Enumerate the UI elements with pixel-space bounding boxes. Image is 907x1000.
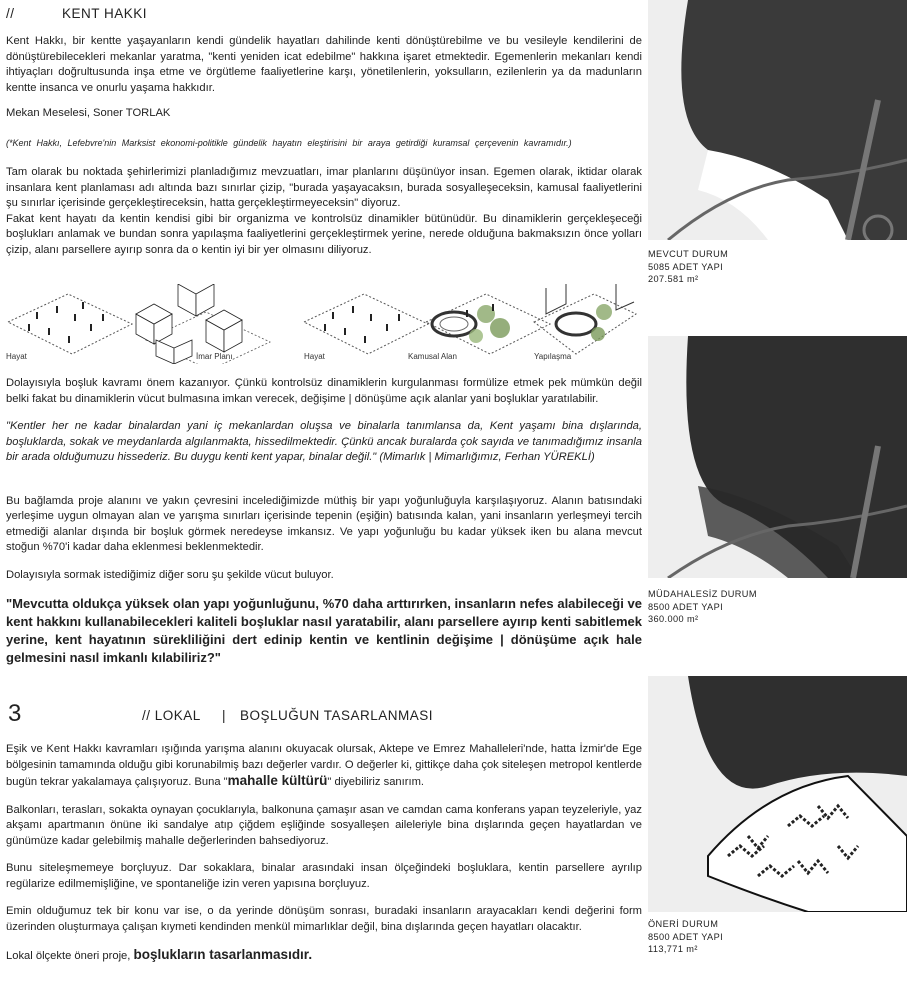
diagram-label-3: Hayat <box>304 352 325 361</box>
section1-paragraph-3: Fakat kent hayatı da kentin kendisi gibi bir organizma ve kontrolsüz dinamikler bütünüdür. Bu dinamiklerin gerçekleşeceği boşlukları anlamak ve bundan sonra yapılaşma faaliyetlerini gerçekleştirmek yerine, nerede olduğuna bakmaksızın önce yolları çizip, alanı parsellere ayırıp sonra da o kentin iyi bir yer olmasını diliyoruz. <box>6 212 642 256</box>
diagram-panel-hayat-1 <box>8 294 132 354</box>
map-2-title: MÜDAHALESİZ DURUM <box>648 589 757 599</box>
section3-paragraph-4: Emin olduğumuz tek bir konu var ise, o da yerinde dönüşüm sonrası, buradaki insanların arayacakları kendi değerini form üzerinden oluşturmaya çalışan kıymeti kendinden menkül mimarlıklar değil, bina dışlarında geçen hayatları olacaktır. <box>6 905 642 933</box>
map-2-count: 8500 ADET YAPI <box>648 601 724 612</box>
diagram-label-5: Yapılaşma <box>534 352 572 361</box>
section3-bosluklarin-tasarlanmasi: boşlukların tasarlanmasıdır. <box>133 947 313 962</box>
section1-slashes: // <box>6 6 15 21</box>
section2-paragraph: Dolayısıyla boşluk kavramı önem kazanıyor. Çünkü kontrolsüz dinamiklerin kurgulanması formülize etmek pek mümkün değil belki fakat bu dinamiklerin vücut bulmasına imkan verecek, değişime | dönüşüme açık alanlar yani boşluklar yaratılabilir. <box>6 377 642 405</box>
section3-paragraph-5a: Lokal ölçekte öneri proje, <box>6 950 134 962</box>
section2-big-question: "Mevcutta oldukça yüksek olan yapı yoğunluğunu, %70 daha arttırırken, insanların nefes alabileceği ve kent hakkını kullanabilecekleri kaliteli boşluklar nasıl yaratabilir, alanı parsellere ayırıp kenti sabitlemek yerine, kent hayatının sürekliliğini dert edinip kentin ve kentlinin değişime | dönüşüme açık hale gelmesini nasıl imkanlı kılabiliriz?" <box>6 596 642 665</box>
map-oneri-svg <box>648 676 907 912</box>
section3-title-right: BOŞLUĞUN TASARLANMASI <box>240 708 434 723</box>
section3-paragraph-2: Balkonları, terasları, sokakta oynayan çocuklarıyla, balkonuna çamaşır asan ve camdan cama konferans yapan teyzeleriyle, yaz akşamı apartmanın önüne iki sandalye atıp çiğdem eşliğinde sosyalleşen aileleriyle bina dışlarında geçen hayatlardan ve günümüze kadar gelebilmiş mahalle değerlerinden bahsediyoruz. <box>6 803 642 847</box>
map-caption-1 <box>648 248 728 286</box>
section3-paragraph-3: Bunu siteleşmemeye borçluyuz. Dar sokaklara, binalar arasındaki insan ölçeğindeki boşluklara, kentin parsellere ayrılıp regülarize edilmemişliğine, ve spontaneliğe izin veren yapısına borçluyuz. <box>6 862 642 890</box>
section3-paragraph <box>6 742 642 791</box>
section3-paragraph-1c: " diyebiliriz sanırım. <box>327 776 425 788</box>
section1-note: (*Kent Hakkı, Lefebvre'nin Marksist ekonomi-politikle gündelik hayatın eleştirisini bir araya getirdiği kuramsal çerçevenin kavramıdır.) <box>6 137 572 148</box>
map-2-area: 360.000 m² <box>648 614 699 624</box>
section1-title: KENT HAKKI <box>62 6 148 21</box>
map-oneri-durum <box>648 676 907 912</box>
map-1-area: 207.581 m² <box>648 274 699 284</box>
section3-paragraph-5 <box>6 947 642 965</box>
map-1-title: MEVCUT DURUM <box>648 249 729 259</box>
section2-quote: "Kentler her ne kadar binalardan yani iç mekanlardan oluşsa ve binalarla tanımlansa da, Kent yaşamı bina dışlarında, boşluklarda, sokak ve meydanlarda algılanmakta, hissedilmektedir. Çünkü ancak buralarda çok sayıda ve tanımadığımız insanla bir arada olduğumuzu hissederiz. Bu duygu kenti kent yapar, binalar değil." (Mimarlık | Mimarlığımız, Ferhan YÜREKLİ) <box>6 420 642 463</box>
diagram-panel-yapilasma <box>534 284 636 354</box>
diagram-panel-hayat-2 <box>304 294 428 354</box>
section2-paragraph-2: Bu bağlamda proje alanını ve yakın çevresini incelediğimizde müthiş bir yapı yoğunluğuyla karşılaşıyoruz. Alanın batısındaki yerleşime uygun olmayan alan ve yarışma sınırları içerisinde tepenin (eşiğin) batısında kalan, yani insanların yerleşmeyi tercih etmediği alanlar dışında bir boşluk görmek neredeyse imkansız. Ve yapı yoğunluğu bu kadar yüksek iken bu alana mevcut stoğun %70'i kadar daha eklenmesi beklenmektedir. <box>6 494 642 553</box>
map-3-count: 8500 ADET YAPI <box>648 931 724 942</box>
section3-number: 3 <box>8 700 22 727</box>
section1-source: Mekan Meselesi, Soner TORLAK <box>6 107 171 119</box>
section2-body <box>6 376 642 667</box>
concept-diagram-strip <box>6 284 642 364</box>
diagram-label-1: Hayat <box>6 352 27 361</box>
section3-separator: | <box>222 708 227 723</box>
section1-paragraph: Kent Hakkı, bir kentte yaşayanların kendi gündelik hayatları dahilinde kenti dönüştürebilme ve bu vesileyle kendilerini de dönüştürebilecekleri mekanlar yaratma, "kenti yeniden icat edebilme" hakkına işaret etmektedir. Egemenlerin mekanları kendi ihtiyaçları doğrultusunda inşa etme ve örgütleme faaliyetlerine karşı, yönetilenlerin, yoksulların, ezilenlerin ya da madunların kentte insanca ve onurlu yaşama hakkıdır. <box>6 35 642 94</box>
diagram-panel-kamusal-alan <box>426 294 550 354</box>
section1-paragraph-2: Tam olarak bu noktada şehirlerimizi planladığımız mevzuatları, imar planlarını düşünüyor insan. Egemen olarak, iktidar olarak insanlara kent planlaması adı altında bazı sınırlar çizip, "burada yaşayacaksın, burada sosyalleşeceksin, kamusal faaliyetlerini şu sınırlar içerisinde gerçekleştireceksin, hatta gerçekleştirmeyeceksin" diyoruz. <box>6 166 642 209</box>
section3-body <box>6 742 642 965</box>
section3-paragraph-1a: Eşik ve Kent Hakkı kavramları ışığında yarışma alanını okuyacak olursak, Aktepe ve Emrez Mahalleleri'nde, hatta İzmir'de Ege bölgesinin tamamında olduğu gibi korunabilmiş bazı değerler vardır. O değerler ki, gittikçe daha çok siteleşen metropol kentlerde bugün tekrar yakalamaya çalışıyoruz. Buna " <box>6 743 642 788</box>
diagram-label-2: İmar Planı <box>196 352 233 361</box>
map-caption-3 <box>648 918 723 956</box>
diagram-label-4: Kamusal Alan <box>408 352 457 361</box>
map-mudahalesiz-svg <box>648 336 907 578</box>
map-3-area: 113,771 m² <box>648 944 698 954</box>
map-caption-2 <box>648 588 757 626</box>
map-1-count: 5085 ADET YAPI <box>648 261 724 272</box>
section2-paragraph-3: Dolayısıyla sormak istediğimiz diğer soru şu şekilde vücut buluyor. <box>6 568 334 581</box>
section1-body <box>6 34 642 258</box>
map-mevcut-durum <box>648 0 907 240</box>
map-3-title: ÖNERİ DURUM <box>648 919 719 929</box>
section3-mahalle-kulturu: mahalle kültürü <box>227 773 328 788</box>
map-mudahalesiz-durum <box>648 336 907 578</box>
map-mevcut-svg <box>648 0 907 240</box>
section3-title-left: // LOKAL <box>142 708 201 723</box>
